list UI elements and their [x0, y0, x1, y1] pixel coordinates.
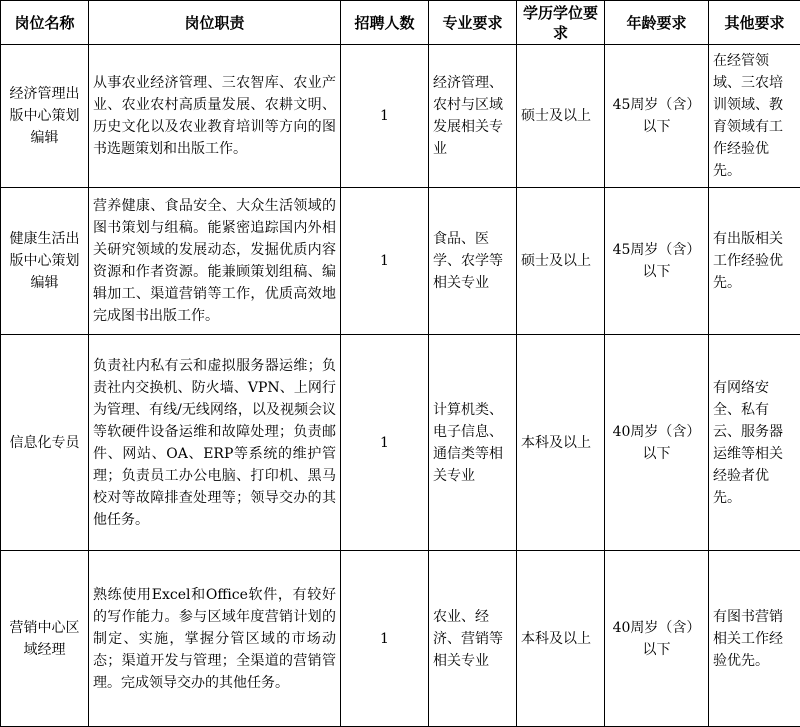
header-duty: 岗位职责: [89, 1, 341, 45]
position-name-cell: 经济管理出版中心策划编辑: [1, 45, 89, 188]
header-headcount: 招聘人数: [341, 1, 429, 45]
degree-cell: 硕士及以上: [517, 188, 605, 335]
major-cell: 计算机类、电子信息、通信类等相关专业: [429, 335, 517, 551]
other-requirements-cell: 有网络安全、私有云、服务器运维等相关经验者优先。: [709, 335, 800, 551]
duty-cell: 营养健康、食品安全、大众生活领域的图书策划与组稿。能紧密追踪国内外相关研究领域的发展动态，发掘优质内容资源和作者资源。能兼顾策划组稿、编辑加工、渠道营销等工作，优质高效地完成图书出版工作。: [89, 188, 341, 335]
age-cell: 45周岁（含）以下: [605, 188, 709, 335]
duty-cell: 从事农业经济管理、三农智库、农业产业、农业农村高质量发展、农耕文明、历史文化以及农业教育培训等方向的图书选题策划和出版工作。: [89, 45, 341, 188]
header-degree: 学历学位要求: [517, 1, 605, 45]
header-other: 其他要求: [709, 1, 800, 45]
degree-cell: 本科及以上: [517, 551, 605, 727]
other-requirements-cell: 有出版相关工作经验优先。: [709, 188, 800, 335]
other-requirements-cell: 有图书营销相关工作经验优先。: [709, 551, 800, 727]
header-major: 专业要求: [429, 1, 517, 45]
major-cell: 食品、医学、农学等相关专业: [429, 188, 517, 335]
table-row: [1, 335, 800, 551]
degree-cell: 本科及以上: [517, 335, 605, 551]
headcount-cell: 1: [341, 551, 429, 727]
header-position-name: 岗位名称: [1, 1, 89, 45]
headcount-cell: 1: [341, 45, 429, 188]
age-cell: 40周岁（含）以下: [605, 335, 709, 551]
table-header-row: [1, 1, 800, 45]
headcount-cell: 1: [341, 335, 429, 551]
position-name-cell: 营销中心区域经理: [1, 551, 89, 727]
table-row: [1, 551, 800, 727]
other-requirements-cell: 在经管领域、三农培训领域、教育领域有工作经验优先。: [709, 45, 800, 188]
table-row: [1, 188, 800, 335]
header-age: 年龄要求: [605, 1, 709, 45]
duty-cell: 负责社内私有云和虚拟服务器运维；负责社内交换机、防火墙、VPN、上网行为管理、有线/无线网络，以及视频会议等软硬件设备运维和故障处理；负责邮件、网站、OA、ERP等系统的维护管理；负责员工办公电脑、打印机、黑马校对等故障排查处理等；领导交办的其他任务。: [89, 335, 341, 551]
table-row: [1, 45, 800, 188]
age-cell: 45周岁（含）以下: [605, 45, 709, 188]
degree-cell: 硕士及以上: [517, 45, 605, 188]
headcount-cell: 1: [341, 188, 429, 335]
position-name-cell: 信息化专员: [1, 335, 89, 551]
age-cell: 40周岁（含）以下: [605, 551, 709, 727]
duty-cell: 熟练使用Excel和Office软件，有较好的写作能力。参与区域年度营销计划的制定、实施，掌握分管区域的市场动态；渠道开发与管理；全渠道的营销管理。完成领导交办的其他任务。: [89, 551, 341, 727]
position-name-cell: 健康生活出版中心策划编辑: [1, 188, 89, 335]
major-cell: 经济管理、农村与区域发展相关专业: [429, 45, 517, 188]
major-cell: 农业、经济、营销等相关专业: [429, 551, 517, 727]
